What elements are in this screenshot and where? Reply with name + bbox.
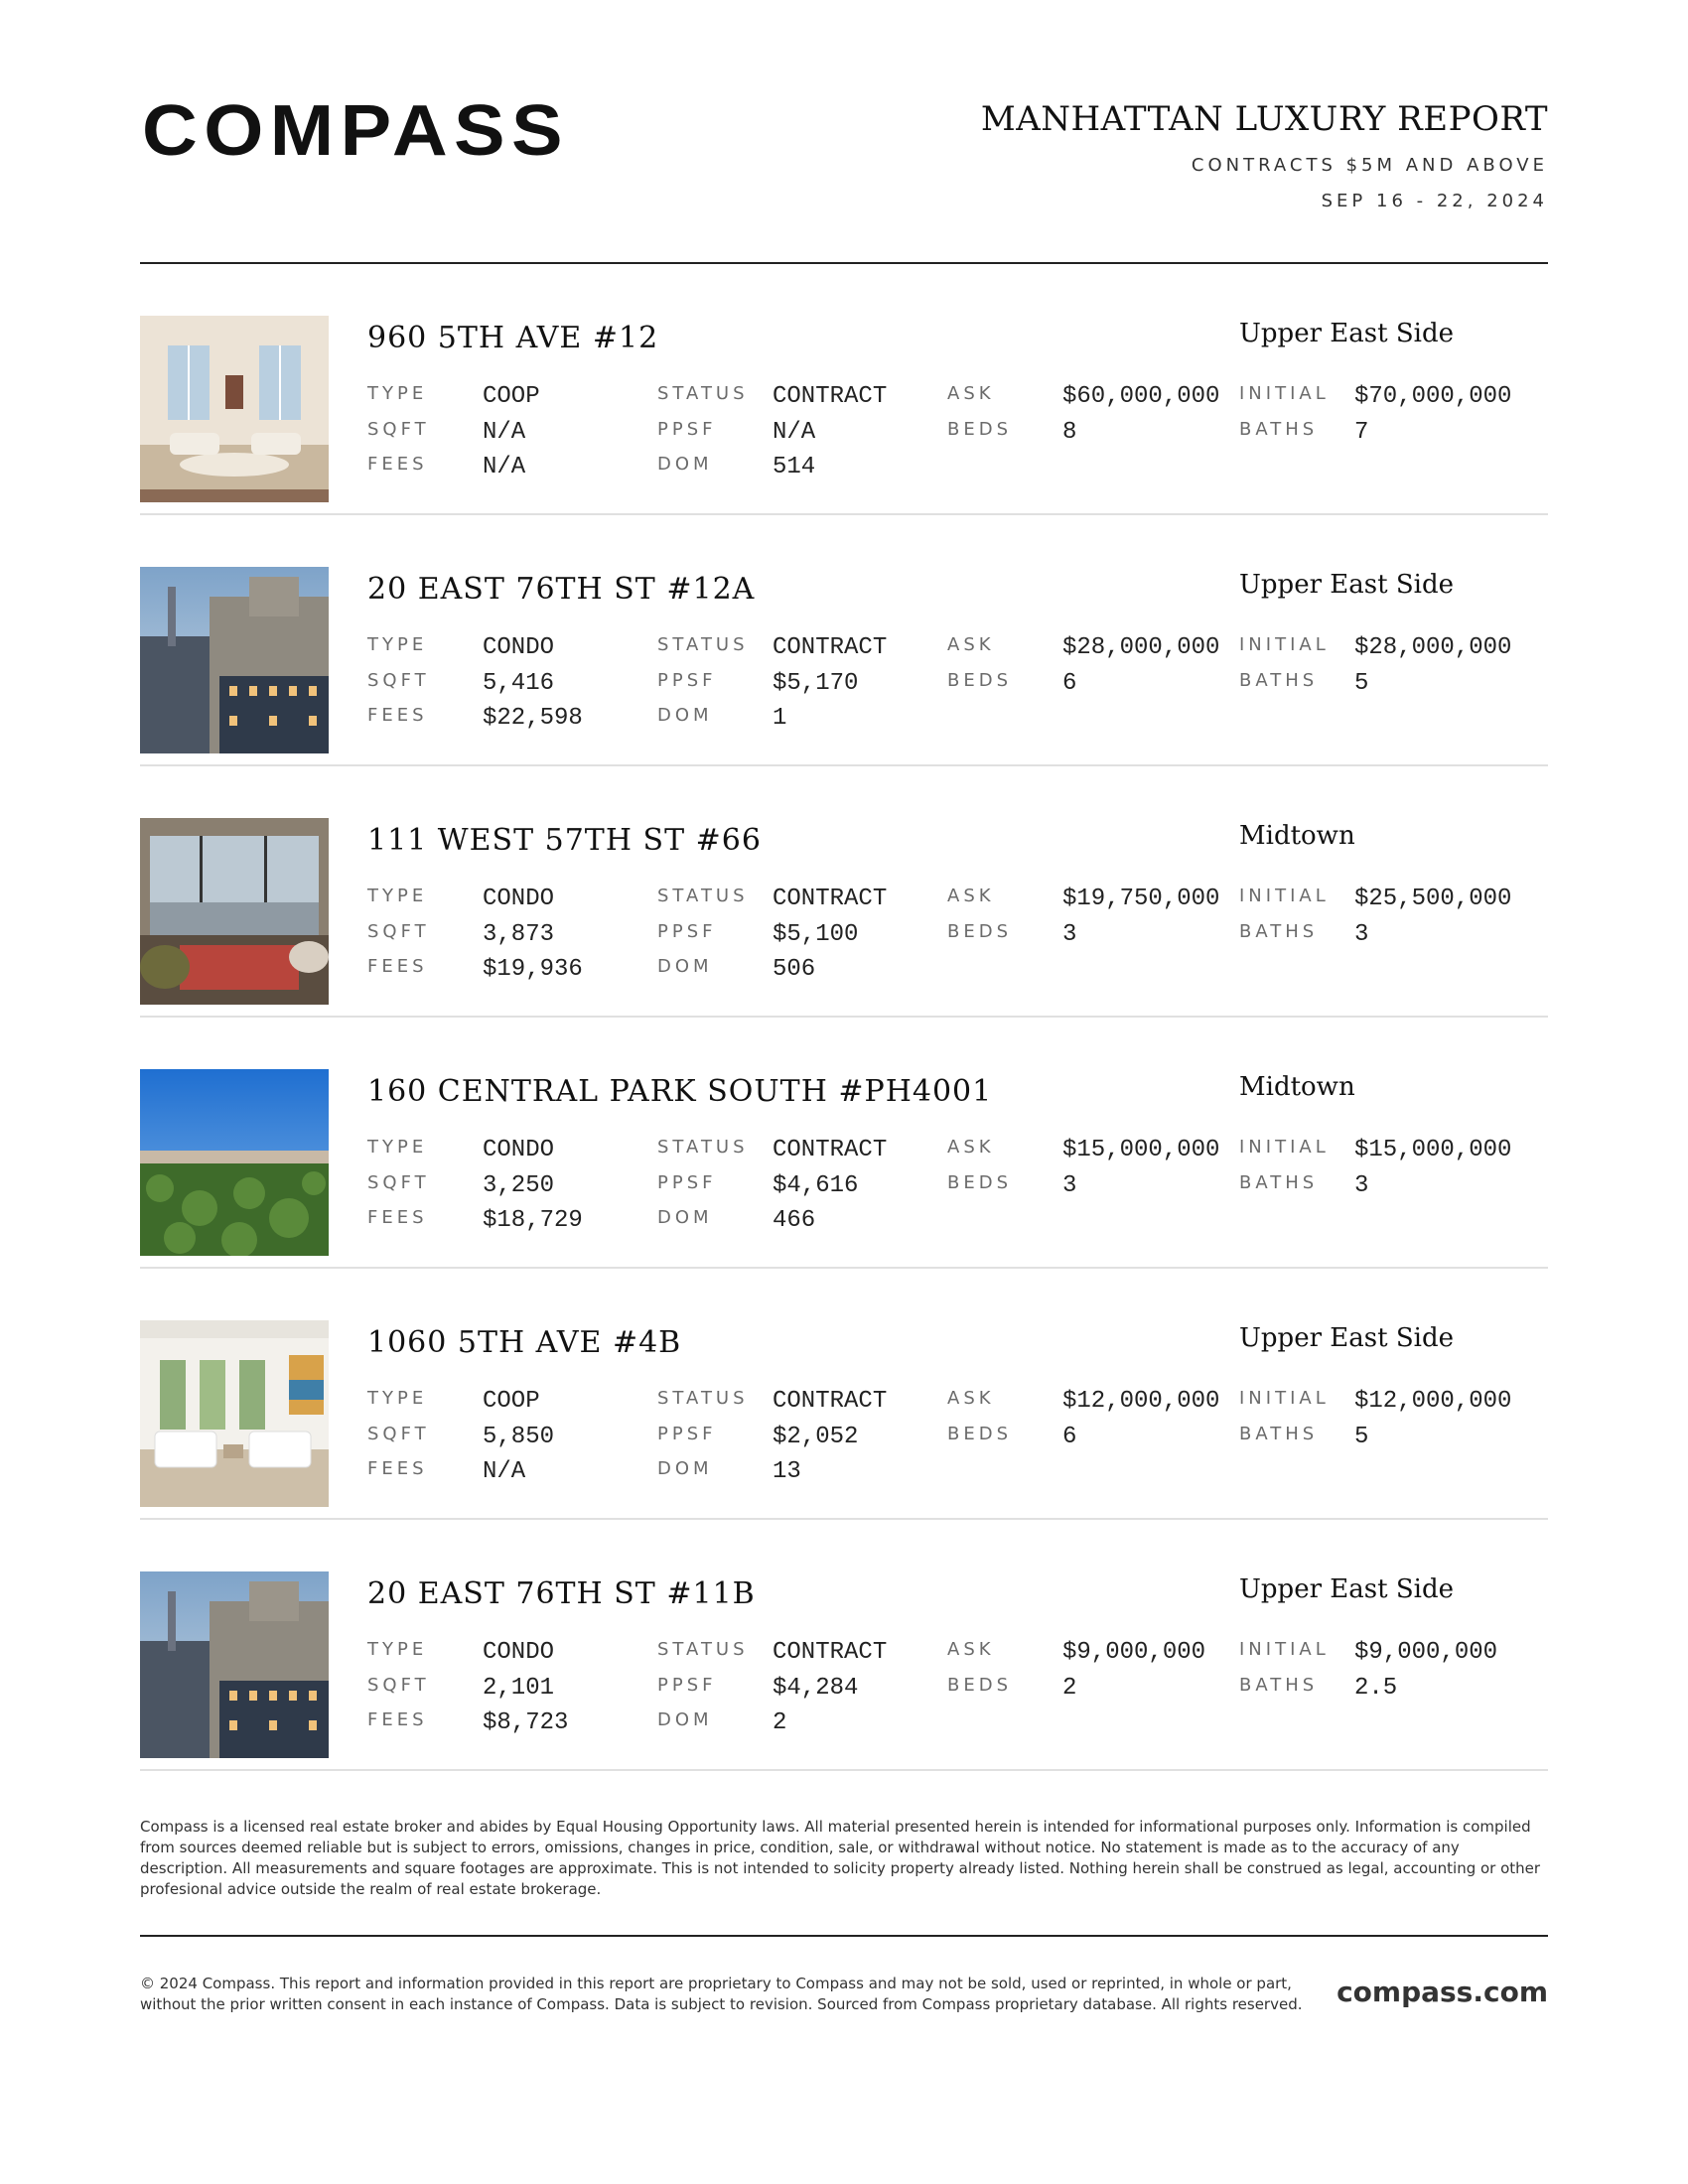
ask-value: $19,750,000: [1062, 886, 1220, 912]
listing-card: [140, 264, 1548, 515]
beds-label: BEDS: [947, 1675, 1013, 1696]
type-label: TYPE: [367, 886, 428, 906]
type-value: CONDO: [483, 1137, 555, 1163]
dom-value: 1: [773, 705, 787, 732]
baths-value: 7: [1354, 419, 1369, 446]
status-value: CONTRACT: [773, 886, 888, 912]
baths-value: 2.5: [1354, 1675, 1398, 1702]
initial-label: INITIAL: [1239, 383, 1330, 404]
status-label: STATUS: [657, 1388, 749, 1409]
fees-label: FEES: [367, 454, 428, 475]
dom-label: DOM: [657, 956, 713, 977]
ppsf-label: PPSF: [657, 1424, 717, 1444]
listing-card: [140, 1269, 1548, 1520]
beds-label: BEDS: [947, 419, 1013, 440]
listing-address: 1060 5TH AVE #4B: [367, 1325, 682, 1360]
initial-label: INITIAL: [1239, 1137, 1330, 1158]
dom-label: DOM: [657, 1458, 713, 1479]
beds-label: BEDS: [947, 1172, 1013, 1193]
interior-photo-icon: [140, 818, 329, 1005]
dom-value: 2: [773, 1709, 787, 1736]
beds-label: BEDS: [947, 670, 1013, 691]
initial-value: $12,000,000: [1354, 1388, 1512, 1415]
listing-neighborhood: Upper East Side: [1239, 319, 1454, 348]
fees-value: N/A: [483, 454, 526, 480]
sqft-label: SQFT: [367, 419, 430, 440]
ask-label: ASK: [947, 634, 995, 655]
copyright-text: © 2024 Compass. This report and information provided in this report are proprietary to Compass and may not be sold, used or reprinted, in whole or part, without the prior written consent in each instance of Compass. Data is subject to revision. Sourced from Compass proprietary database. All rights reserved.: [140, 1975, 1303, 2013]
type-value: CONDO: [483, 634, 555, 661]
baths-label: BATHS: [1239, 1675, 1319, 1696]
listing-address: 20 EAST 76TH ST #11B: [367, 1576, 756, 1611]
listing-neighborhood: Upper East Side: [1239, 570, 1454, 600]
baths-label: BATHS: [1239, 670, 1319, 691]
status-value: CONTRACT: [773, 634, 888, 661]
baths-value: 5: [1354, 670, 1369, 697]
ask-value: $9,000,000: [1062, 1639, 1206, 1666]
listing-neighborhood: Midtown: [1239, 1072, 1355, 1102]
listing-photo: [140, 1069, 329, 1256]
fees-label: FEES: [367, 1709, 428, 1730]
listing-card: [140, 766, 1548, 1018]
listing-photo: [140, 818, 329, 1005]
interior-photo-icon: [140, 316, 329, 502]
sqft-value: 2,101: [483, 1675, 555, 1702]
initial-value: $25,500,000: [1354, 886, 1512, 912]
dom-label: DOM: [657, 454, 713, 475]
sqft-value: 3,250: [483, 1172, 555, 1199]
sqft-label: SQFT: [367, 670, 430, 691]
dom-value: 13: [773, 1458, 801, 1485]
ask-value: $15,000,000: [1062, 1137, 1220, 1163]
park-aerial-photo-icon: [140, 1069, 329, 1256]
ppsf-label: PPSF: [657, 921, 717, 942]
type-value: CONDO: [483, 886, 555, 912]
baths-value: 5: [1354, 1424, 1369, 1450]
type-label: TYPE: [367, 1137, 428, 1158]
sqft-label: SQFT: [367, 921, 430, 942]
baths-label: BATHS: [1239, 1424, 1319, 1444]
website-link[interactable]: compass.com: [1336, 1976, 1548, 2008]
baths-value: 3: [1354, 1172, 1369, 1199]
status-label: STATUS: [657, 886, 749, 906]
listing-photo: [140, 316, 329, 502]
listing-address: 160 CENTRAL PARK SOUTH #PH4001: [367, 1074, 993, 1109]
initial-value: $15,000,000: [1354, 1137, 1512, 1163]
dom-label: DOM: [657, 1709, 713, 1730]
listing-photo: [140, 1320, 329, 1507]
sqft-value: 5,416: [483, 670, 555, 697]
ppsf-value: $5,170: [773, 670, 859, 697]
listing-neighborhood: Midtown: [1239, 821, 1355, 851]
ask-label: ASK: [947, 1137, 995, 1158]
ask-label: ASK: [947, 886, 995, 906]
listing-card: [140, 1520, 1548, 1771]
ask-label: ASK: [947, 1388, 995, 1409]
sqft-value: 5,850: [483, 1424, 555, 1450]
status-value: CONTRACT: [773, 1137, 888, 1163]
beds-label: BEDS: [947, 921, 1013, 942]
listings: [140, 264, 1548, 1771]
fees-value: $22,598: [483, 705, 583, 732]
baths-label: BATHS: [1239, 419, 1319, 440]
beds-value: 3: [1062, 921, 1077, 948]
fees-label: FEES: [367, 956, 428, 977]
status-label: STATUS: [657, 383, 749, 404]
baths-label: BATHS: [1239, 921, 1319, 942]
initial-value: $70,000,000: [1354, 383, 1512, 410]
fees-label: FEES: [367, 1207, 428, 1228]
dom-value: 466: [773, 1207, 816, 1234]
listing-photo: [140, 567, 329, 753]
listing-neighborhood: Upper East Side: [1239, 1323, 1454, 1353]
ppsf-value: $4,284: [773, 1675, 859, 1702]
building-photo-icon: [140, 567, 329, 753]
baths-label: BATHS: [1239, 1172, 1319, 1193]
ask-value: $28,000,000: [1062, 634, 1220, 661]
beds-value: 3: [1062, 1172, 1077, 1199]
ppsf-label: PPSF: [657, 419, 717, 440]
ask-value: $12,000,000: [1062, 1388, 1220, 1415]
sqft-value: N/A: [483, 419, 526, 446]
ppsf-value: $5,100: [773, 921, 859, 948]
status-label: STATUS: [657, 1639, 749, 1660]
initial-value: $9,000,000: [1354, 1639, 1498, 1666]
listing-address: 20 EAST 76TH ST #12A: [367, 572, 756, 607]
initial-label: INITIAL: [1239, 634, 1330, 655]
ppsf-label: PPSF: [657, 1675, 717, 1696]
fees-value: N/A: [483, 1458, 526, 1485]
fees-value: $8,723: [483, 1709, 569, 1736]
listing-card: [140, 1018, 1548, 1269]
type-value: COOP: [483, 383, 540, 410]
sqft-value: 3,873: [483, 921, 555, 948]
ask-label: ASK: [947, 383, 995, 404]
beds-value: 8: [1062, 419, 1077, 446]
logo-wordmark: COMPASS: [142, 97, 569, 163]
interior-photo-icon: [140, 1320, 329, 1507]
fees-label: FEES: [367, 705, 428, 726]
listing-neighborhood: Upper East Side: [1239, 1574, 1454, 1604]
status-value: CONTRACT: [773, 383, 888, 410]
beds-label: BEDS: [947, 1424, 1013, 1444]
dom-value: 514: [773, 454, 816, 480]
listing-address: 960 5TH AVE #12: [367, 321, 659, 355]
dom-label: DOM: [657, 1207, 713, 1228]
ask-label: ASK: [947, 1639, 995, 1660]
sqft-label: SQFT: [367, 1424, 430, 1444]
fees-value: $19,936: [483, 956, 583, 983]
footer-divider: [140, 1935, 1548, 1937]
sqft-label: SQFT: [367, 1675, 430, 1696]
listing-card: [140, 515, 1548, 766]
status-value: CONTRACT: [773, 1388, 888, 1415]
listing-address: 111 WEST 57TH ST #66: [367, 823, 762, 858]
report-subtitle: CONTRACTS $5M AND ABOVE: [1191, 155, 1548, 176]
listing-photo: [140, 1571, 329, 1758]
compass-logo-icon: [142, 97, 569, 163]
type-label: TYPE: [367, 383, 428, 404]
initial-value: $28,000,000: [1354, 634, 1512, 661]
ask-value: $60,000,000: [1062, 383, 1220, 410]
type-value: CONDO: [483, 1639, 555, 1666]
status-label: STATUS: [657, 634, 749, 655]
status-value: CONTRACT: [773, 1639, 888, 1666]
ppsf-label: PPSF: [657, 1172, 717, 1193]
initial-label: INITIAL: [1239, 1639, 1330, 1660]
ppsf-value: N/A: [773, 419, 816, 446]
beds-value: 2: [1062, 1675, 1077, 1702]
ppsf-value: $4,616: [773, 1172, 859, 1199]
ppsf-label: PPSF: [657, 670, 717, 691]
ppsf-value: $2,052: [773, 1424, 859, 1450]
initial-label: INITIAL: [1239, 886, 1330, 906]
fees-label: FEES: [367, 1458, 428, 1479]
building-photo-icon: [140, 1571, 329, 1758]
beds-value: 6: [1062, 670, 1077, 697]
report-date: SEP 16 - 22, 2024: [1321, 191, 1548, 211]
type-value: COOP: [483, 1388, 540, 1415]
type-label: TYPE: [367, 1639, 428, 1660]
fees-value: $18,729: [483, 1207, 583, 1234]
compass-logo: [142, 97, 569, 163]
beds-value: 6: [1062, 1424, 1077, 1450]
sqft-label: SQFT: [367, 1172, 430, 1193]
dom-value: 506: [773, 956, 816, 983]
report-title: MANHATTAN LUXURY REPORT: [980, 99, 1548, 139]
type-label: TYPE: [367, 1388, 428, 1409]
disclaimer-text: Compass is a licensed real estate broker and abides by Equal Housing Opportunity laws. All material presented herein is intended for informational purposes only. Information is compiled from sources deemed reliable but is subject to errors, omissions, changes in price, condition, sale, or withdrawal without notice. No statement is made as to the accuracy of any description. All measurements and square footages are approximate. This is not intended to solicity property already listed. Nothing herein shall be construed as legal, accounting or other profesional advice outside the realm of real estate brokerage.: [140, 1818, 1541, 1898]
type-label: TYPE: [367, 634, 428, 655]
dom-label: DOM: [657, 705, 713, 726]
initial-label: INITIAL: [1239, 1388, 1330, 1409]
baths-value: 3: [1354, 921, 1369, 948]
status-label: STATUS: [657, 1137, 749, 1158]
